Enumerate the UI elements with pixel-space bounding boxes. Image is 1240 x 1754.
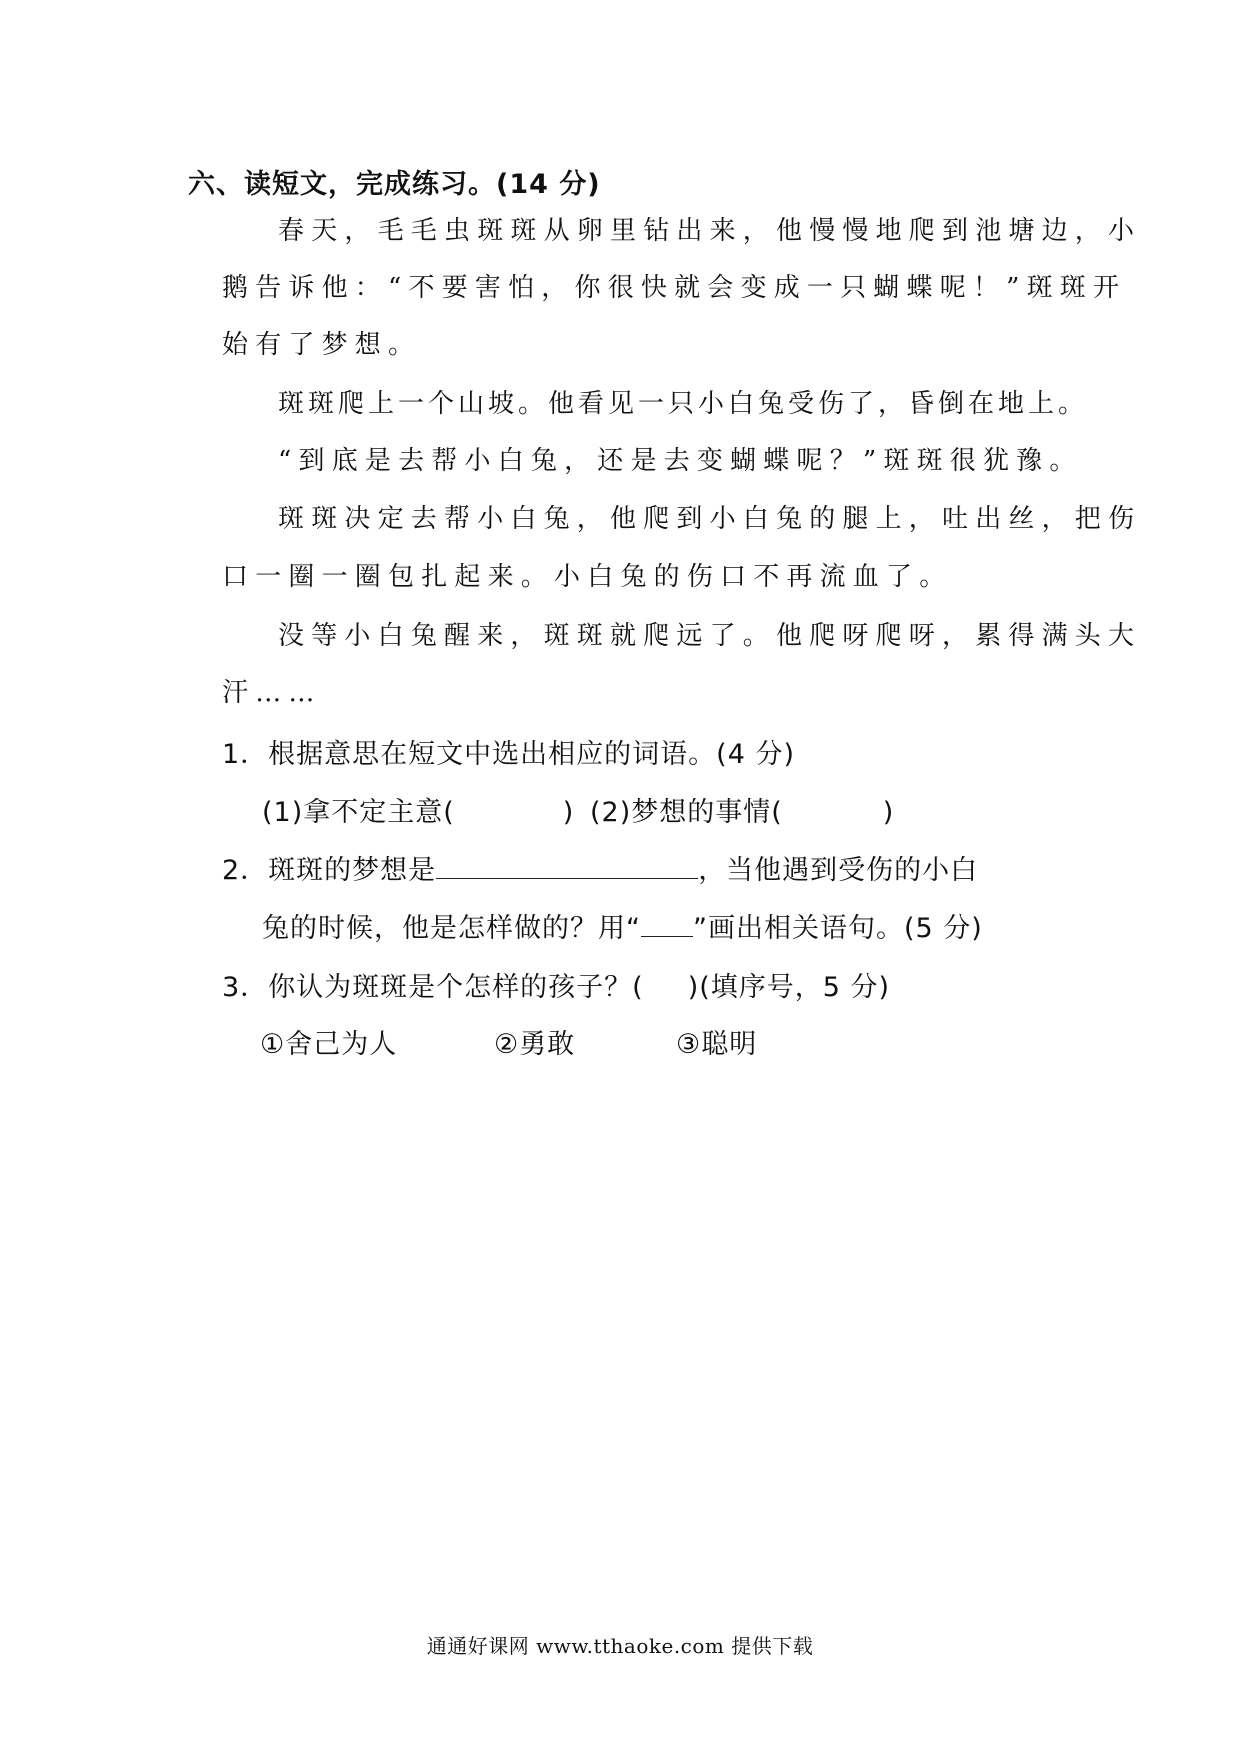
passage-line-3: 始有了梦想。 — [222, 330, 422, 360]
passage-line-8: 没等小白兔醒来，斑斑就爬远了。他爬呀爬呀，累得满头大 — [278, 621, 1142, 651]
question-3-stem — [222, 965, 890, 1004]
passage-line-2: 鹅告诉他：“不要害怕，你很快就会变成一只蝴蝶呢！”斑斑开 — [222, 273, 1127, 303]
question-1-stem: 1．根据意思在短文中选出相应的词语。(4 分) — [222, 739, 796, 770]
question-2-line-1 — [222, 848, 978, 887]
page-footer: 通通好课网 www.tthaoke.com 提供下载 — [426, 1634, 814, 1658]
underline-sample — [641, 906, 693, 937]
question-2-instruction-end: ”画出相关语句。(5 分) — [693, 913, 983, 944]
question-1-sub-1-close: ) — [562, 797, 575, 828]
passage-line-4: 斑斑爬上一个山坡。他看见一只小白兔受伤了，昏倒在地上。 — [278, 389, 1089, 419]
question-1-sub-2-close: ) — [882, 797, 895, 828]
question-2-prompt-start: 2．斑斑的梦想是 — [222, 855, 437, 886]
passage-line-1: 春天，毛毛虫斑斑从卵里钻出来，他慢慢地爬到池塘边，小 — [278, 216, 1142, 246]
question-2-prompt-end: ，当他遇到受伤的小白 — [698, 855, 979, 886]
question-1-sub-2 — [590, 790, 894, 829]
question-2-line-2 — [262, 906, 983, 945]
passage-line-5: “到底是去帮小白兔，还是去变蝴蝶呢？”斑斑很犹豫。 — [278, 446, 1083, 476]
question-3-option-3[interactable]: ③聪明 — [676, 1029, 758, 1060]
question-1-sub-1 — [262, 790, 574, 829]
question-1-sub-1-label: (1)拿不定主意( — [262, 797, 455, 828]
question-3-stem-end: )(填序号，5 分) — [687, 972, 891, 1003]
question-3-option-1[interactable]: ①舍己为人 — [260, 1029, 398, 1060]
question-2-answer-line[interactable] — [436, 848, 698, 879]
passage-line-7: 口一圈一圈包扎起来。小白兔的伤口不再流血了。 — [222, 562, 953, 592]
question-3-option-2[interactable]: ②勇敢 — [494, 1029, 576, 1060]
question-2-instruction-start: 兔的时候，他是怎样做的？用“ — [262, 913, 641, 944]
question-3-stem-start: 3．你认为斑斑是个怎样的孩子？( — [222, 972, 644, 1003]
question-1-sub-2-label: (2)梦想的事情( — [590, 797, 783, 828]
passage-line-9: 汗…… — [222, 678, 322, 708]
passage-line-6: 斑斑决定去帮小白兔，他爬到小白兔的腿上，吐出丝，把伤 — [278, 504, 1142, 534]
section-title: 六、读短文，完成练习。(14 分) — [188, 169, 601, 200]
